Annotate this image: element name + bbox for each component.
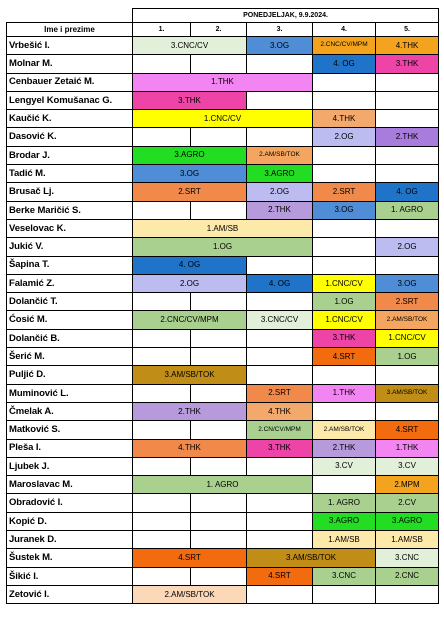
schedule-cell bbox=[191, 512, 247, 530]
schedule-cell: 4.SRT bbox=[247, 567, 313, 585]
teacher-name: Berke Maričić S. bbox=[7, 201, 133, 219]
teacher-name: Tadić M. bbox=[7, 165, 133, 183]
schedule-cell: 2.CNC/CV/MPM bbox=[133, 311, 247, 329]
schedule-cell bbox=[376, 110, 439, 128]
schedule-cell bbox=[133, 494, 191, 512]
schedule-cell: 4.THK bbox=[247, 402, 313, 420]
table-row bbox=[7, 219, 439, 237]
schedule-cell: 3.AGRO bbox=[133, 146, 247, 164]
name-column-header: Ime i prezime bbox=[7, 23, 133, 37]
table-row bbox=[7, 585, 439, 603]
schedule-cell: 3.CNC bbox=[313, 567, 376, 585]
table-row bbox=[7, 549, 439, 567]
teacher-name: Kaučić K. bbox=[7, 110, 133, 128]
schedule-cell bbox=[191, 293, 247, 311]
schedule-cell: 2.MPM bbox=[376, 476, 439, 494]
schedule-cell bbox=[313, 165, 376, 183]
schedule-cell bbox=[313, 585, 376, 603]
teacher-name: Dolančić T. bbox=[7, 293, 133, 311]
schedule-cell: 3.THK bbox=[376, 55, 439, 73]
schedule-cell: 2.OG bbox=[133, 274, 247, 292]
schedule-cell bbox=[247, 329, 313, 347]
schedule-cell bbox=[376, 73, 439, 91]
period-2-header: 2. bbox=[191, 23, 247, 37]
table-row bbox=[7, 402, 439, 420]
schedule-cell bbox=[133, 421, 191, 439]
table-row bbox=[7, 476, 439, 494]
schedule-cell: 3.OG bbox=[133, 165, 247, 183]
teacher-name: Veselovac K. bbox=[7, 219, 133, 237]
schedule-cell: 3.OG bbox=[376, 274, 439, 292]
schedule-cell: 1.THK bbox=[133, 73, 313, 91]
schedule-cell bbox=[247, 91, 313, 109]
schedule-cell: 3.AGRO bbox=[376, 512, 439, 530]
schedule-cell: 4.SRT bbox=[133, 549, 247, 567]
schedule-cell bbox=[247, 366, 313, 384]
period-1-header: 1. bbox=[133, 23, 191, 37]
schedule-cell: 1.CNC/CV bbox=[133, 110, 313, 128]
schedule-cell: 1.OG bbox=[133, 238, 313, 256]
schedule-cell: 1.CNC/CV bbox=[313, 274, 376, 292]
table-row bbox=[7, 329, 439, 347]
schedule-cell: 4. OG bbox=[247, 274, 313, 292]
schedule-cell: 2.AM/SB/TOK bbox=[247, 146, 313, 164]
schedule-cell bbox=[376, 165, 439, 183]
schedule-cell bbox=[191, 329, 247, 347]
schedule-cell: 4.SRT bbox=[376, 421, 439, 439]
schedule-cell: 3.OG bbox=[247, 37, 313, 55]
schedule-cell: 3.OG bbox=[313, 201, 376, 219]
header-row-periods bbox=[7, 23, 439, 37]
schedule-cell bbox=[133, 201, 191, 219]
schedule-cell: 4. OG bbox=[313, 55, 376, 73]
schedule-cell: 3.THK bbox=[247, 439, 313, 457]
schedule-cell: 2.AM/SB/TOK bbox=[133, 585, 247, 603]
schedule-cell bbox=[313, 219, 376, 237]
teacher-name: Vrbešić I. bbox=[7, 37, 133, 55]
teacher-name: Molnar M. bbox=[7, 55, 133, 73]
schedule-cell bbox=[133, 512, 191, 530]
schedule-cell: 3.AM/SB/TOK bbox=[247, 549, 376, 567]
schedule-cell bbox=[191, 128, 247, 146]
schedule-cell bbox=[133, 128, 191, 146]
schedule-cell bbox=[133, 457, 191, 475]
schedule-cell bbox=[376, 585, 439, 603]
teacher-name: Lengyel Komušanac G. bbox=[7, 91, 133, 109]
schedule-container bbox=[6, 8, 438, 604]
table-row bbox=[7, 457, 439, 475]
table-row bbox=[7, 348, 439, 366]
schedule-cell bbox=[313, 91, 376, 109]
teacher-name: Puljić D. bbox=[7, 366, 133, 384]
period-3-header: 3. bbox=[247, 23, 313, 37]
table-row bbox=[7, 183, 439, 201]
schedule-cell: 2.SRT bbox=[376, 293, 439, 311]
schedule-cell: 1. AGRO bbox=[376, 201, 439, 219]
schedule-cell: 1.OG bbox=[313, 293, 376, 311]
teacher-name: Brusač Lj. bbox=[7, 183, 133, 201]
schedule-cell: 1.CNC/CV bbox=[376, 329, 439, 347]
schedule-cell bbox=[376, 219, 439, 237]
teacher-name: Dolančić B. bbox=[7, 329, 133, 347]
schedule-cell: 3.AGRO bbox=[313, 512, 376, 530]
table-row bbox=[7, 311, 439, 329]
schedule-table bbox=[6, 8, 439, 604]
schedule-cell: 3.CNC/CV bbox=[133, 37, 247, 55]
schedule-cell bbox=[133, 293, 191, 311]
teacher-name: Cenbauer Zetaić M. bbox=[7, 73, 133, 91]
table-row bbox=[7, 91, 439, 109]
teacher-name: Brodar J. bbox=[7, 146, 133, 164]
schedule-cell: 4.SRT bbox=[313, 348, 376, 366]
schedule-cell: 1.AM/SB bbox=[133, 219, 313, 237]
teacher-name: Falamić Z. bbox=[7, 274, 133, 292]
schedule-cell: 2.SRT bbox=[313, 183, 376, 201]
header-corner bbox=[7, 9, 133, 23]
schedule-cell: 2.THK bbox=[376, 128, 439, 146]
table-row bbox=[7, 256, 439, 274]
schedule-cell: 2.CV bbox=[376, 494, 439, 512]
schedule-cell bbox=[191, 457, 247, 475]
table-row bbox=[7, 238, 439, 256]
table-row bbox=[7, 201, 439, 219]
schedule-cell bbox=[191, 421, 247, 439]
schedule-cell: 1.OG bbox=[376, 348, 439, 366]
schedule-cell: 3.THK bbox=[133, 91, 247, 109]
schedule-cell: 3.CV bbox=[376, 457, 439, 475]
schedule-cell bbox=[247, 128, 313, 146]
schedule-cell: 2.OG bbox=[247, 183, 313, 201]
schedule-cell: 4.THK bbox=[313, 110, 376, 128]
schedule-cell bbox=[313, 73, 376, 91]
teacher-name: Pleša I. bbox=[7, 439, 133, 457]
table-row bbox=[7, 439, 439, 457]
period-5-header: 5. bbox=[376, 23, 439, 37]
table-row bbox=[7, 531, 439, 549]
schedule-cell bbox=[191, 494, 247, 512]
schedule-cell: 1. AGRO bbox=[133, 476, 313, 494]
schedule-cell: 2.AM/SB/TOK bbox=[376, 311, 439, 329]
schedule-cell bbox=[133, 329, 191, 347]
schedule-cell: 3.CNC bbox=[376, 549, 439, 567]
schedule-cell bbox=[133, 55, 191, 73]
schedule-cell bbox=[133, 567, 191, 585]
schedule-cell bbox=[376, 91, 439, 109]
teacher-name: Šerić M. bbox=[7, 348, 133, 366]
schedule-cell: 4. OG bbox=[133, 256, 247, 274]
schedule-cell: 2.THK bbox=[247, 201, 313, 219]
schedule-cell: 2.SRT bbox=[247, 384, 313, 402]
schedule-cell bbox=[376, 256, 439, 274]
table-row bbox=[7, 73, 439, 91]
teacher-name: Kopić D. bbox=[7, 512, 133, 530]
schedule-cell bbox=[313, 256, 376, 274]
schedule-cell bbox=[376, 402, 439, 420]
schedule-cell bbox=[247, 494, 313, 512]
schedule-cell bbox=[247, 256, 313, 274]
table-row bbox=[7, 293, 439, 311]
schedule-cell bbox=[313, 402, 376, 420]
table-row bbox=[7, 384, 439, 402]
schedule-cell: 3.AM/SB/TOK bbox=[133, 366, 247, 384]
schedule-cell bbox=[247, 512, 313, 530]
schedule-cell bbox=[133, 384, 191, 402]
schedule-cell: 2.CNC/CV/MPM bbox=[313, 37, 376, 55]
schedule-cell: 1. AGRO bbox=[313, 494, 376, 512]
table-row bbox=[7, 494, 439, 512]
schedule-cell: 4. OG bbox=[376, 183, 439, 201]
schedule-cell: 1.CNC/CV bbox=[313, 311, 376, 329]
schedule-cell: 1.AM/SB bbox=[313, 531, 376, 549]
schedule-cell: 2.THK bbox=[313, 439, 376, 457]
schedule-cell: 2.OG bbox=[313, 128, 376, 146]
schedule-cell: 2.CN/CV/MPM bbox=[247, 421, 313, 439]
teacher-name: Čmelak A. bbox=[7, 402, 133, 420]
schedule-cell bbox=[191, 384, 247, 402]
schedule-cell: 3.THK bbox=[313, 329, 376, 347]
schedule-cell: 1.AM/SB bbox=[376, 531, 439, 549]
schedule-cell bbox=[191, 531, 247, 549]
teacher-name: Dasović K. bbox=[7, 128, 133, 146]
table-row bbox=[7, 37, 439, 55]
teacher-name: Matković S. bbox=[7, 421, 133, 439]
schedule-cell bbox=[133, 531, 191, 549]
schedule-cell bbox=[313, 366, 376, 384]
schedule-cell bbox=[133, 348, 191, 366]
teacher-name: Zetović I. bbox=[7, 585, 133, 603]
schedule-cell: 3.CV bbox=[313, 457, 376, 475]
schedule-body bbox=[7, 9, 439, 604]
schedule-cell bbox=[191, 348, 247, 366]
schedule-cell: 4.THK bbox=[376, 37, 439, 55]
schedule-cell bbox=[191, 201, 247, 219]
schedule-cell: 2.OG bbox=[376, 238, 439, 256]
schedule-cell bbox=[247, 348, 313, 366]
schedule-cell bbox=[247, 457, 313, 475]
schedule-cell: 3.AGRO bbox=[247, 165, 313, 183]
schedule-cell bbox=[247, 531, 313, 549]
table-row bbox=[7, 55, 439, 73]
table-row bbox=[7, 421, 439, 439]
teacher-name: Obradović I. bbox=[7, 494, 133, 512]
schedule-cell bbox=[376, 366, 439, 384]
teacher-name: Šustek M. bbox=[7, 549, 133, 567]
schedule-cell: 2.CNC bbox=[376, 567, 439, 585]
table-row bbox=[7, 128, 439, 146]
teacher-name: Jukić V. bbox=[7, 238, 133, 256]
schedule-cell bbox=[313, 146, 376, 164]
schedule-cell: 2.AM/SB/TOK bbox=[313, 421, 376, 439]
day-date-header: PONEDJELJAK, 9.9.2024. bbox=[133, 9, 439, 23]
schedule-cell bbox=[191, 55, 247, 73]
teacher-name: Ljubek J. bbox=[7, 457, 133, 475]
teacher-name: Šapina T. bbox=[7, 256, 133, 274]
schedule-cell bbox=[247, 585, 313, 603]
teacher-name: Šikić I. bbox=[7, 567, 133, 585]
schedule-cell: 4.THK bbox=[133, 439, 247, 457]
schedule-cell bbox=[247, 55, 313, 73]
schedule-cell: 2.SRT bbox=[133, 183, 247, 201]
schedule-cell: 1.THK bbox=[376, 439, 439, 457]
schedule-cell: 3.CNC/CV bbox=[247, 311, 313, 329]
table-row bbox=[7, 146, 439, 164]
schedule-cell bbox=[191, 567, 247, 585]
schedule-cell bbox=[376, 146, 439, 164]
teacher-name: Juranek D. bbox=[7, 531, 133, 549]
schedule-cell: 1.THK bbox=[313, 384, 376, 402]
schedule-cell bbox=[247, 293, 313, 311]
table-row bbox=[7, 274, 439, 292]
teacher-name: Ćosić M. bbox=[7, 311, 133, 329]
schedule-cell: 3.AM/SB/TOK bbox=[376, 384, 439, 402]
table-row bbox=[7, 110, 439, 128]
schedule-cell: 2.THK bbox=[133, 402, 247, 420]
teacher-name: Muminović L. bbox=[7, 384, 133, 402]
schedule-cell bbox=[313, 476, 376, 494]
table-row bbox=[7, 366, 439, 384]
period-4-header: 4. bbox=[313, 23, 376, 37]
table-row bbox=[7, 567, 439, 585]
table-row bbox=[7, 512, 439, 530]
table-row bbox=[7, 165, 439, 183]
header-row-date bbox=[7, 9, 439, 23]
teacher-name: Maroslavac M. bbox=[7, 476, 133, 494]
schedule-cell bbox=[313, 238, 376, 256]
